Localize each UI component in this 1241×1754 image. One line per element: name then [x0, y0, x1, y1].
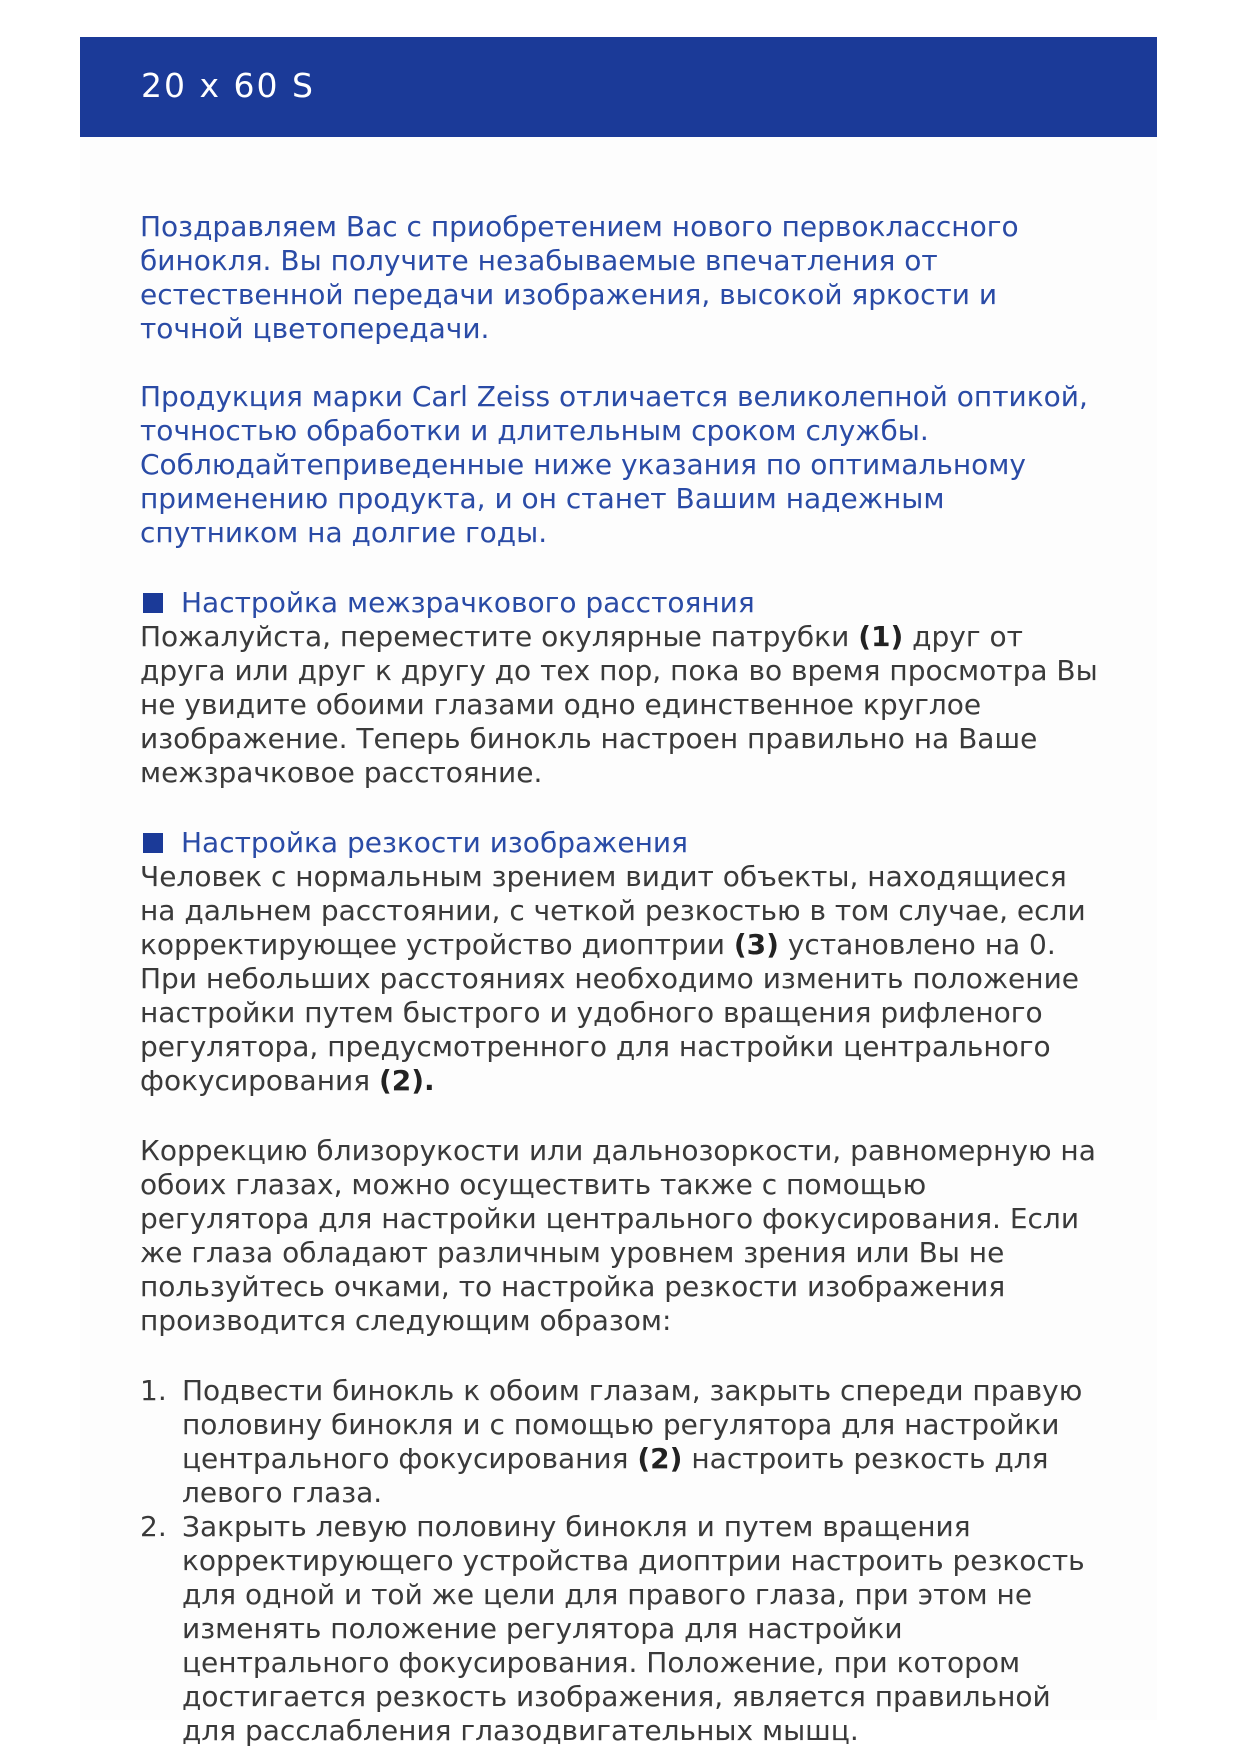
focus-text-a: Человек с нормальным зрением видит объекты, находящиеся на дальнем расстоянии, с четкой резкостью в том случае, если корректирующее устройство диоптрии [140, 860, 1086, 961]
step-text [182, 1374, 1100, 1510]
ref-eyepiece: (1) [858, 620, 904, 653]
focus-paragraph-2: Коррекцию близорукости или дальнозоркости, равномерную на обоих глазах, можно осуществить также с помощью регулятора для настройки центрального фокусирования. Если же глаза обладают различным уровнем зрения или Вы не пользуйтесь очками, то настройка резкости изображения производится следующим образом: [140, 1134, 1096, 1337]
square-bullet-icon [143, 833, 163, 853]
ref-central-focus: (2) [637, 1442, 683, 1475]
page-title: 20 x 60 S [141, 66, 315, 105]
focus-paragraph-1 [140, 860, 1100, 1098]
document-body [140, 210, 1100, 1748]
ipd-paragraph [140, 620, 1100, 790]
square-bullet-icon [143, 593, 163, 613]
focus-text-b: установлено на 0. При небольших расстояниях необходимо изменить положение настройки путем быстрого и удобного вращения рифленого регулятора, предусмотренного для настройки центрального фокусирования [140, 928, 1080, 1097]
intro-paragraph-2: Продукция марки Carl Zeiss отличается великолепной оптикой, точностью обработки и длительным сроком службы. Соблюдайтеприведенные ниже указания по оптимальному применению продукта, и он станет Вашим надежным спутником на долгие годы. [140, 380, 1088, 549]
step-1-text-b: настроить резкость для левого глаза. [182, 1442, 1049, 1509]
section-heading-focus [140, 826, 1100, 860]
step-number: 1. [140, 1374, 167, 1407]
section-heading-ipd [140, 586, 1100, 620]
section-heading-focus-text: Настройка резкости изображения [181, 826, 688, 859]
ref-diopter: (3) [733, 928, 779, 961]
step-number: 2. [140, 1510, 167, 1543]
ipd-text-b: друг от друга или друг к другу до тех пор, пока во время просмотра Вы не увидите обоими глазами одно единственное круглое изображение. Теперь бинокль настроен правильно на Ваше межзрачковое расстояние. [140, 620, 1098, 789]
step-1-text-a: Подвести бинокль к обоим глазам, закрыть спереди правую половину бинокля и с помощью регулятора для настройки центрального фокусирования [182, 1374, 1083, 1475]
list-item [140, 1510, 1100, 1748]
intro-paragraph-1: Поздравляем Вас с приобретением нового первоклассного бинокля. Вы получите незабываемые впечатления от естественной передачи изображения, высокой яркости и точной цветопередачи. [140, 210, 1019, 345]
section-heading-ipd-text: Настройка межзрачкового расстояния [181, 586, 755, 619]
list-item [140, 1374, 1100, 1510]
ref-central-focus: (2). [378, 1064, 435, 1097]
step-text: Закрыть левую половину бинокля и путем вращения корректирующего устройства диоптрии настроить резкость для одной и той же цели для правого глаза, при этом не изменять положение регулятора для настройки центрального фокусирования. Положение, при котором достигается резкость изображения, является правильной для расслабления глазодвигательных мышц. [182, 1510, 1085, 1747]
steps-list [140, 1374, 1100, 1748]
ipd-text-a: Пожалуйста, переместите окулярные патрубки [140, 620, 859, 653]
